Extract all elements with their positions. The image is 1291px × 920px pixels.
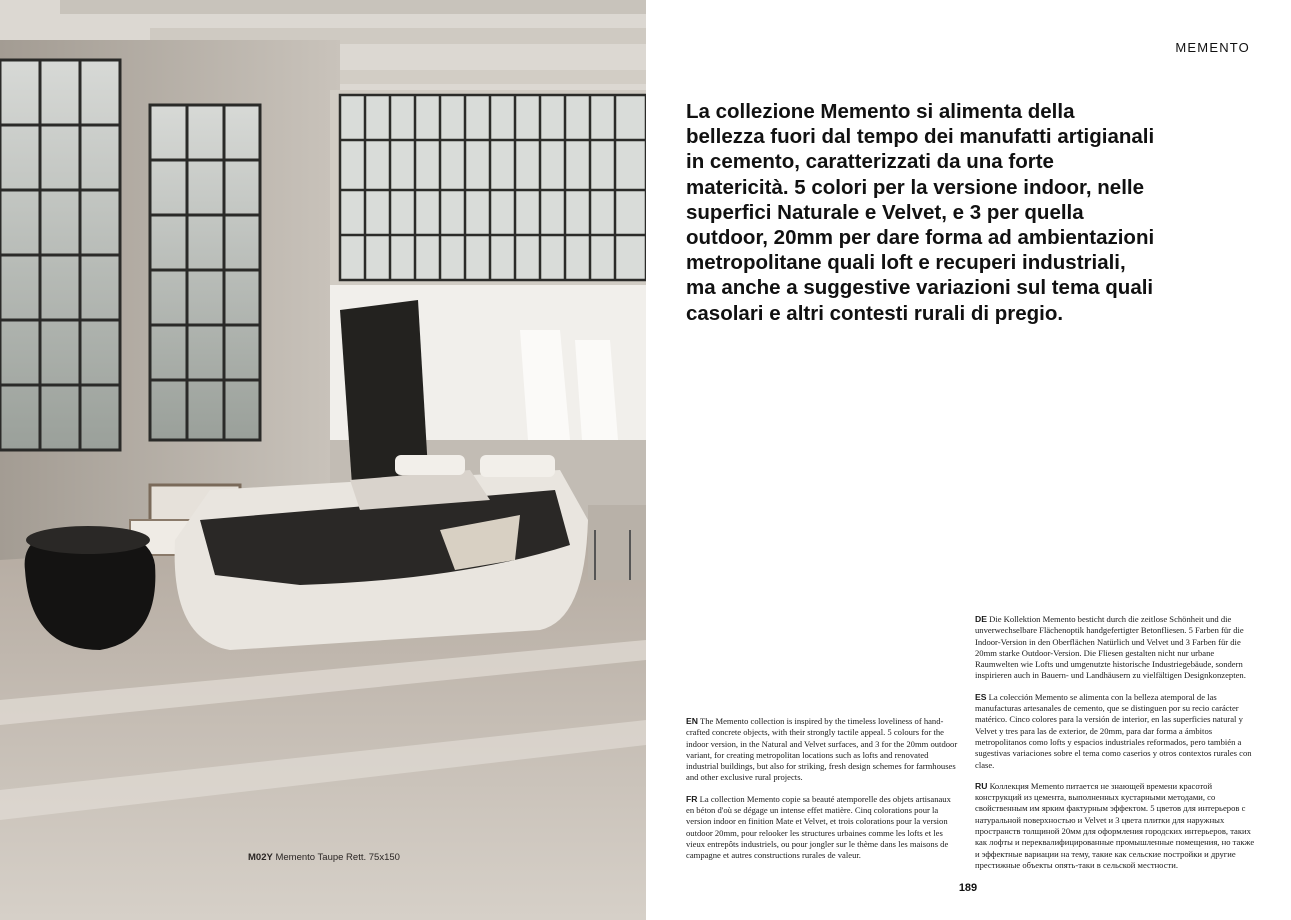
caption-product-name: Memento Taupe Rett. 75x150 [275, 852, 400, 863]
translation-column-left [686, 716, 958, 872]
caption-product-code: M02Y [248, 852, 273, 863]
text-de: Die Kollektion Memento besticht durch die zeitlose Schönheit und die unverwechselbare Flächenoptik handgefertigter Betonfliesen. 5 Farben für die Indoor-Version in den Oberflächen Natürlich und Velvet und 3 Farben für die 20mm starke Outdoor-Version. Die Fliesen gestalten nicht nur urbane Raumwelten wie Lofts und umgenutzte historische Industriegebäude, sondern inspirieren auch in Bauern- und Landhäusern zu vielfältigen Designkonzepten. [975, 614, 1246, 681]
paragraph-ru [975, 781, 1257, 871]
text-ru: Коллекция Memento питается не знающей времени красотой конструкций из цемента, выполненных кустарными методами, со свойственным им ярким фактурным эффектом. 5 цветов для интерьеров с натуральной поверхностью и Velvet и 3 цвета плитки для наружных пространств толщиной 20мм для оформления городских интерьеров, таких как лофты и переквалифицированные промышленные помещения, но также и эффектные вариации на тему, такие как сельские постройки и другие престижные объекты опять-таки в сельской местности. [975, 780, 1255, 870]
paragraph-en [686, 716, 958, 784]
photo-caption [248, 852, 400, 863]
translation-column-right [975, 614, 1257, 881]
paragraph-fr [686, 794, 958, 862]
lang-code-fr: FR [686, 793, 698, 804]
lang-code-de: DE [975, 614, 987, 624]
collection-brand-title: MEMENTO [1175, 40, 1250, 55]
paragraph-es [975, 692, 1257, 771]
paragraph-de [975, 614, 1257, 682]
text-en: The Memento collection is inspired by the timeless loveliness of hand-crafted concrete objects, with their strongly tactile appeal. 5 colours for the indoor version, in the Natural and Velvet surfaces, and 3 for the 20mm outdoor variant, for creating metropolitan locations such as lofts and renovated industrial buildings, but also for striking, fresh design schemes for farmhouses and other exclusive rural projects. [686, 716, 958, 783]
lead-paragraph-it: La collezione Memento si alimenta della bellezza fuori dal tempo dei manufatti artigianali in cemento, caratterizzati da una forte matericità. 5 colori per la versione indoor, nelle superfici Naturale e Velvet, e 3 per quella outdoor, 20mm per dare forma ad ambientazioni metropolitane quali loft e recuperi industriali, ma anche a suggestive variazioni sul tema quali casolari e altri contesti rurali di pregio. [686, 100, 1155, 325]
lang-code-en: EN [686, 716, 698, 726]
text-fr: La collection Memento copie sa beauté atemporelle des objets artisanaux en béton d'où se dégage un intense effet matière. Cinq colorations pour la version indoor en finition Mate et Velvet, et trois colorations pour la version outdoor 20mm, pour relooker les structures urbaines comme les lofts et les vieux entrepôts industriels, ou pour jongler sur le thème dans les maisons de campagne et autres constructions rurales de valeur. [686, 793, 951, 861]
page-number: 189 [958, 882, 978, 894]
lang-code-ru: RU [975, 780, 988, 791]
lang-code-es: ES [975, 691, 987, 702]
text-es: La colección Memento se alimenta con la belleza atemporal de las manufacturas artesanales de cemento, que se distinguen por su recio carácter matérico. Cinco colores para la versión de interior, en las superficies natural y Velvet y tres para las de exterior, de 20mm, para dar forma a ámbitos metropolitanos como lofts y espacios industriales reformados, pero también a sugestivas variaciones sobre el tema como caserios y otros contextos rurales con clase. [975, 691, 1252, 770]
